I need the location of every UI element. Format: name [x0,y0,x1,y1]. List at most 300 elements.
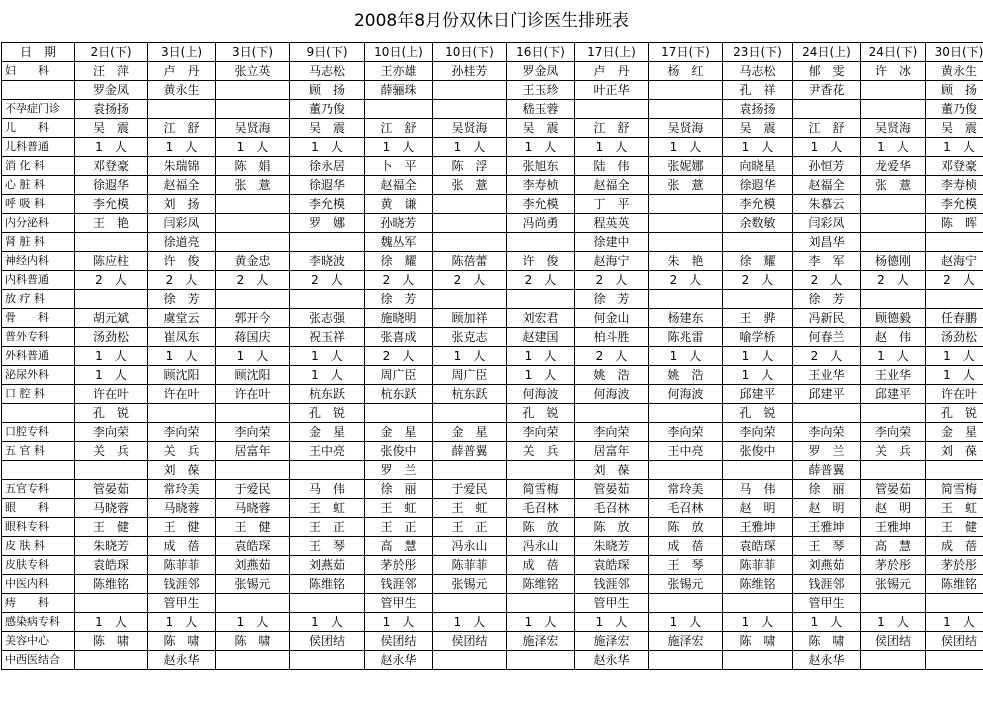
doctor-cell: 许 俊 [148,252,216,271]
doctor-cell [649,461,723,480]
doctor-cell: 1 人 [433,347,507,366]
doctor-cell: 钱涯邻 [148,575,216,594]
doctor-cell: 2 人 [793,271,861,290]
doctor-cell: 许在叶 [75,385,148,404]
doctor-cell: 金 星 [926,423,983,442]
doctor-cell: 1 人 [926,366,983,385]
doctor-cell: 1 人 [861,347,926,366]
department-label: 不孕症门诊 [2,100,75,119]
doctor-cell: 赵永华 [575,651,649,670]
header-date-cell: 10日(下) [433,43,507,62]
doctor-cell: 刘 葆 [926,442,983,461]
table-row [2,556,983,575]
doctor-cell: 江 舒 [793,119,861,138]
doctor-cell: 周广臣 [365,366,433,385]
doctor-cell: 程英英 [575,214,649,233]
department-label [2,404,75,423]
doctor-cell: 赵永华 [793,651,861,670]
table-row [2,594,983,613]
doctor-cell: 王雅坤 [723,518,793,537]
doctor-cell: 胡元斌 [75,309,148,328]
doctor-cell: 王 琴 [290,537,365,556]
doctor-cell: 王 健 [926,518,983,537]
doctor-cell: 侯团结 [290,632,365,651]
doctor-cell: 顾德毅 [861,309,926,328]
doctor-cell: 魏丛军 [365,233,433,252]
table-row [2,537,983,556]
doctor-cell: 张喜成 [365,328,433,347]
doctor-cell: 管晏茹 [75,480,148,499]
doctor-cell: 马 伟 [290,480,365,499]
doctor-cell: 施晓明 [365,309,433,328]
doctor-cell: 陈 啸 [216,632,290,651]
doctor-cell [75,461,148,480]
doctor-cell: 马晓蓉 [216,499,290,518]
doctor-cell: 2 人 [290,271,365,290]
department-label: 消 化 科 [2,157,75,176]
doctor-cell: 1 人 [290,366,365,385]
doctor-cell: 黄 谦 [365,195,433,214]
doctor-cell: 刘 葆 [148,461,216,480]
doctor-cell: 刘 葆 [575,461,649,480]
doctor-cell: 张旭东 [507,157,575,176]
doctor-cell: 蒋国庆 [216,328,290,347]
doctor-cell: 侯团结 [433,632,507,651]
doctor-cell: 喻学桥 [723,328,793,347]
doctor-cell: 钱涯邻 [793,575,861,594]
doctor-cell: 丁 平 [575,195,649,214]
doctor-cell: 1 人 [365,613,433,632]
doctor-cell [148,100,216,119]
department-label: 皮 肤 科 [2,537,75,556]
doctor-cell: 2 人 [148,271,216,290]
department-label: 骨 科 [2,309,75,328]
doctor-cell: 成 蓓 [507,556,575,575]
doctor-cell: 孙恒芳 [793,157,861,176]
doctor-cell: 于爱民 [216,480,290,499]
doctor-cell: 袁扬扬 [75,100,148,119]
doctor-cell: 罗金凤 [507,62,575,81]
doctor-cell: 余数敏 [723,214,793,233]
doctor-cell: 侯团结 [861,632,926,651]
doctor-cell: 常玲美 [649,480,723,499]
table-row [2,404,983,423]
doctor-cell: 张 薏 [216,176,290,195]
doctor-cell: 姚 浩 [649,366,723,385]
doctor-cell: 居富年 [216,442,290,461]
doctor-cell: 赵 伟 [861,328,926,347]
doctor-cell: 陆 伟 [575,157,649,176]
doctor-cell: 赵海宁 [926,252,983,271]
department-label: 普外专科 [2,328,75,347]
doctor-cell: 朱晓芳 [75,537,148,556]
doctor-cell: 1 人 [290,613,365,632]
doctor-cell: 许 俊 [507,252,575,271]
doctor-cell: 陈 啸 [793,632,861,651]
doctor-cell: 李向荣 [793,423,861,442]
doctor-cell: 侯团结 [365,632,433,651]
doctor-cell [861,461,926,480]
doctor-cell: 王 虹 [433,499,507,518]
doctor-cell: 陈维铭 [75,575,148,594]
doctor-cell: 马 伟 [723,480,793,499]
doctor-cell: 何金山 [575,309,649,328]
department-label: 皮肤专科 [2,556,75,575]
doctor-cell: 柏斗胜 [575,328,649,347]
doctor-cell: 2 人 [75,271,148,290]
doctor-cell: 孔 锐 [723,404,793,423]
doctor-cell: 1 人 [793,138,861,157]
doctor-cell: 陈 啸 [148,632,216,651]
doctor-cell: 顾 扬 [290,81,365,100]
table-row [2,214,983,233]
doctor-cell: 孔 锐 [290,404,365,423]
doctor-cell: 向晓星 [723,157,793,176]
doctor-cell: 闫彩凤 [148,214,216,233]
doctor-cell: 朱 艳 [649,252,723,271]
doctor-cell: 王 琴 [793,537,861,556]
doctor-cell: 金 星 [365,423,433,442]
doctor-cell: 金 星 [290,423,365,442]
doctor-cell: 薛普翼 [793,461,861,480]
doctor-cell: 徐 耀 [723,252,793,271]
doctor-cell [723,461,793,480]
doctor-cell: 张锡元 [649,575,723,594]
doctor-cell: 王中亮 [290,442,365,461]
doctor-cell [290,594,365,613]
department-label: 口腔专科 [2,423,75,442]
doctor-cell [649,594,723,613]
doctor-cell: 高 慧 [365,537,433,556]
doctor-cell: 关 兵 [148,442,216,461]
doctor-cell: 王 虹 [926,499,983,518]
doctor-cell: 1 人 [148,347,216,366]
table-row [2,385,983,404]
doctor-cell [649,651,723,670]
doctor-cell [575,100,649,119]
doctor-cell [433,290,507,309]
doctor-cell: 1 人 [575,138,649,157]
doctor-cell: 张 薏 [649,176,723,195]
doctor-cell: 罗 兰 [793,442,861,461]
doctor-cell: 赵永华 [365,651,433,670]
department-label: 外科普通 [2,347,75,366]
doctor-cell: 李允模 [75,195,148,214]
doctor-cell: 马志松 [723,62,793,81]
doctor-cell: 薛骊珠 [365,81,433,100]
department-label: 口 腔 科 [2,385,75,404]
doctor-cell: 1 人 [861,613,926,632]
header-date-label: 日 期 [2,43,75,62]
doctor-cell: 许在叶 [148,385,216,404]
header-date-cell: 24日(下) [861,43,926,62]
doctor-cell: 赵 明 [723,499,793,518]
doctor-cell: 王 正 [365,518,433,537]
doctor-cell [723,233,793,252]
doctor-cell: 王 虹 [365,499,433,518]
doctor-cell: 简雪梅 [926,480,983,499]
doctor-cell: 赵福全 [148,176,216,195]
doctor-cell: 任春鹏 [926,309,983,328]
doctor-cell: 2 人 [575,271,649,290]
doctor-cell [926,651,983,670]
doctor-cell [926,594,983,613]
doctor-cell [793,404,861,423]
doctor-cell [433,404,507,423]
doctor-cell: 1 人 [433,138,507,157]
doctor-cell: 1 人 [649,613,723,632]
doctor-cell: 李向荣 [507,423,575,442]
doctor-cell: 2 人 [649,271,723,290]
doctor-cell: 江 舒 [365,119,433,138]
doctor-cell: 杨 红 [649,62,723,81]
doctor-cell: 1 人 [148,138,216,157]
doctor-cell: 徐遐华 [723,176,793,195]
doctor-cell: 2 人 [926,271,983,290]
doctor-cell: 徐 芳 [365,290,433,309]
doctor-cell [861,651,926,670]
doctor-cell: 徐道亮 [148,233,216,252]
header-date-cell: 9日(下) [290,43,365,62]
doctor-cell [216,594,290,613]
doctor-cell: 徐建中 [575,233,649,252]
department-label: 中医内科 [2,575,75,594]
doctor-cell: 许 冰 [861,62,926,81]
department-label: 内科普通 [2,271,75,290]
table-row [2,271,983,290]
doctor-cell [926,461,983,480]
doctor-cell: 张锡元 [216,575,290,594]
doctor-cell: 孔 锐 [926,404,983,423]
doctor-cell: 1 人 [75,613,148,632]
header-date-cell: 17日(上) [575,43,649,62]
doctor-cell: 金 星 [433,423,507,442]
doctor-cell: 茅於彤 [365,556,433,575]
doctor-cell: 刘燕茹 [290,556,365,575]
doctor-cell: 罗金凤 [75,81,148,100]
doctor-cell: 1 人 [926,613,983,632]
header-date-cell: 2日(下) [75,43,148,62]
doctor-cell [433,651,507,670]
doctor-cell [216,404,290,423]
doctor-cell: 李向荣 [575,423,649,442]
table-row [2,518,983,537]
doctor-cell [793,100,861,119]
doctor-cell: 马晓蓉 [148,499,216,518]
doctor-cell [649,81,723,100]
doctor-cell: 张 薏 [433,176,507,195]
doctor-cell: 王业华 [793,366,861,385]
doctor-cell: 何海波 [575,385,649,404]
doctor-cell: 王雅坤 [861,518,926,537]
department-label: 神经内科 [2,252,75,271]
doctor-cell: 嵇玉蓉 [507,100,575,119]
doctor-cell: 孔 祥 [723,81,793,100]
doctor-cell [861,100,926,119]
doctor-cell [649,214,723,233]
doctor-cell: 杭东跃 [433,385,507,404]
doctor-cell: 简雪梅 [507,480,575,499]
doctor-cell: 徐遐华 [75,176,148,195]
doctor-cell [216,81,290,100]
doctor-cell: 江 舒 [575,119,649,138]
table-row [2,499,983,518]
doctor-cell: 许在叶 [926,385,983,404]
doctor-cell: 王 虹 [290,499,365,518]
doctor-cell: 赵福全 [575,176,649,195]
doctor-cell: 张志强 [290,309,365,328]
doctor-cell: 陈应柱 [75,252,148,271]
doctor-cell: 王业华 [861,366,926,385]
doctor-cell [507,651,575,670]
doctor-cell: 2 人 [793,347,861,366]
department-label: 美容中心 [2,632,75,651]
doctor-cell [216,214,290,233]
doctor-cell: 叶正华 [575,81,649,100]
doctor-cell [861,594,926,613]
doctor-cell: 陈维铭 [926,575,983,594]
doctor-cell: 李向荣 [723,423,793,442]
doctor-cell: 李寿桢 [926,176,983,195]
table-row [2,366,983,385]
doctor-cell: 陈 晖 [926,214,983,233]
header-date-cell: 17日(下) [649,43,723,62]
doctor-cell: 袁皓琛 [723,537,793,556]
doctor-cell: 陈蓓蕾 [433,252,507,271]
doctor-cell: 1 人 [433,613,507,632]
doctor-cell: 袁皓琛 [575,556,649,575]
doctor-cell [216,290,290,309]
doctor-cell [75,290,148,309]
doctor-cell: 1 人 [507,138,575,157]
doctor-cell: 1 人 [723,138,793,157]
doctor-cell: 1 人 [290,138,365,157]
doctor-cell [433,594,507,613]
header-date-cell: 24日(上) [793,43,861,62]
doctor-cell: 徐 芳 [575,290,649,309]
department-label: 内分泌科 [2,214,75,233]
doctor-cell: 袁皓琛 [216,537,290,556]
doctor-cell: 徐 耀 [365,252,433,271]
doctor-cell [290,461,365,480]
doctor-cell: 顾沈阳 [148,366,216,385]
doctor-cell: 马志松 [290,62,365,81]
doctor-cell: 邱建平 [793,385,861,404]
table-row [2,195,983,214]
doctor-cell: 陈 放 [575,518,649,537]
table-row [2,62,983,81]
doctor-cell: 毛召林 [507,499,575,518]
header-date-cell: 16日(下) [507,43,575,62]
doctor-cell: 赵建国 [507,328,575,347]
doctor-cell: 冯新民 [793,309,861,328]
department-label: 中西医结合 [2,651,75,670]
header-row [2,43,983,62]
doctor-cell: 管甲生 [365,594,433,613]
doctor-cell: 赵海宁 [575,252,649,271]
doctor-cell: 李 军 [793,252,861,271]
doctor-cell: 何春兰 [793,328,861,347]
department-label: 五官专科 [2,480,75,499]
doctor-cell: 李寿桢 [507,176,575,195]
doctor-cell: 董乃俊 [926,100,983,119]
doctor-cell: 陈兆雷 [649,328,723,347]
doctor-cell: 成 蓓 [649,537,723,556]
doctor-cell [861,81,926,100]
doctor-cell: 龙爱华 [861,157,926,176]
doctor-cell: 张俊中 [365,442,433,461]
doctor-cell [75,651,148,670]
doctor-cell: 1 人 [365,138,433,157]
doctor-cell: 陈维铭 [723,575,793,594]
doctor-cell: 许在叶 [216,385,290,404]
doctor-cell: 王雅坤 [793,518,861,537]
doctor-cell: 马晓蓉 [75,499,148,518]
table-row [2,461,983,480]
table-row [2,442,983,461]
doctor-cell: 尹香花 [793,81,861,100]
doctor-cell: 1 人 [861,138,926,157]
table-row [2,347,983,366]
doctor-cell: 李晓波 [290,252,365,271]
table-row [2,176,983,195]
doctor-cell: 吴 震 [75,119,148,138]
doctor-cell: 朱慕云 [793,195,861,214]
doctor-cell: 汤劲松 [926,328,983,347]
doctor-cell: 顾 扬 [926,81,983,100]
doctor-cell [290,290,365,309]
doctor-cell [216,233,290,252]
doctor-cell: 杨德刚 [861,252,926,271]
doctor-cell: 王 骅 [723,309,793,328]
doctor-cell: 管甲生 [793,594,861,613]
doctor-cell: 成 蓓 [148,537,216,556]
page-title: 2008年8月份双休日门诊医生排班表 [353,11,630,31]
doctor-cell: 2 人 [507,271,575,290]
doctor-cell: 1 人 [216,138,290,157]
doctor-cell: 陈 放 [649,518,723,537]
doctor-cell [148,404,216,423]
doctor-cell: 冯永山 [507,537,575,556]
doctor-cell: 何海波 [649,385,723,404]
doctor-cell: 陈 放 [507,518,575,537]
doctor-cell: 杭东跃 [365,385,433,404]
doctor-cell: 居富年 [575,442,649,461]
doctor-cell: 张俊中 [723,442,793,461]
doctor-cell [433,461,507,480]
doctor-cell: 张克志 [433,328,507,347]
department-label: 泌尿外科 [2,366,75,385]
doctor-cell: 1 人 [75,347,148,366]
doctor-cell: 陈 啸 [723,632,793,651]
department-label: 儿科普通 [2,138,75,157]
doctor-cell: 郭开今 [216,309,290,328]
doctor-cell: 陈菲菲 [433,556,507,575]
doctor-cell [507,594,575,613]
department-label: 儿 科 [2,119,75,138]
doctor-cell: 徐遐华 [290,176,365,195]
table-row [2,613,983,632]
doctor-cell [649,100,723,119]
doctor-cell [649,233,723,252]
doctor-cell: 陈菲菲 [148,556,216,575]
doctor-cell [216,195,290,214]
doctor-cell: 2 人 [575,347,649,366]
table-row [2,632,983,651]
doctor-cell: 赵永华 [148,651,216,670]
doctor-cell: 1 人 [507,366,575,385]
doctor-cell: 刘宏君 [507,309,575,328]
